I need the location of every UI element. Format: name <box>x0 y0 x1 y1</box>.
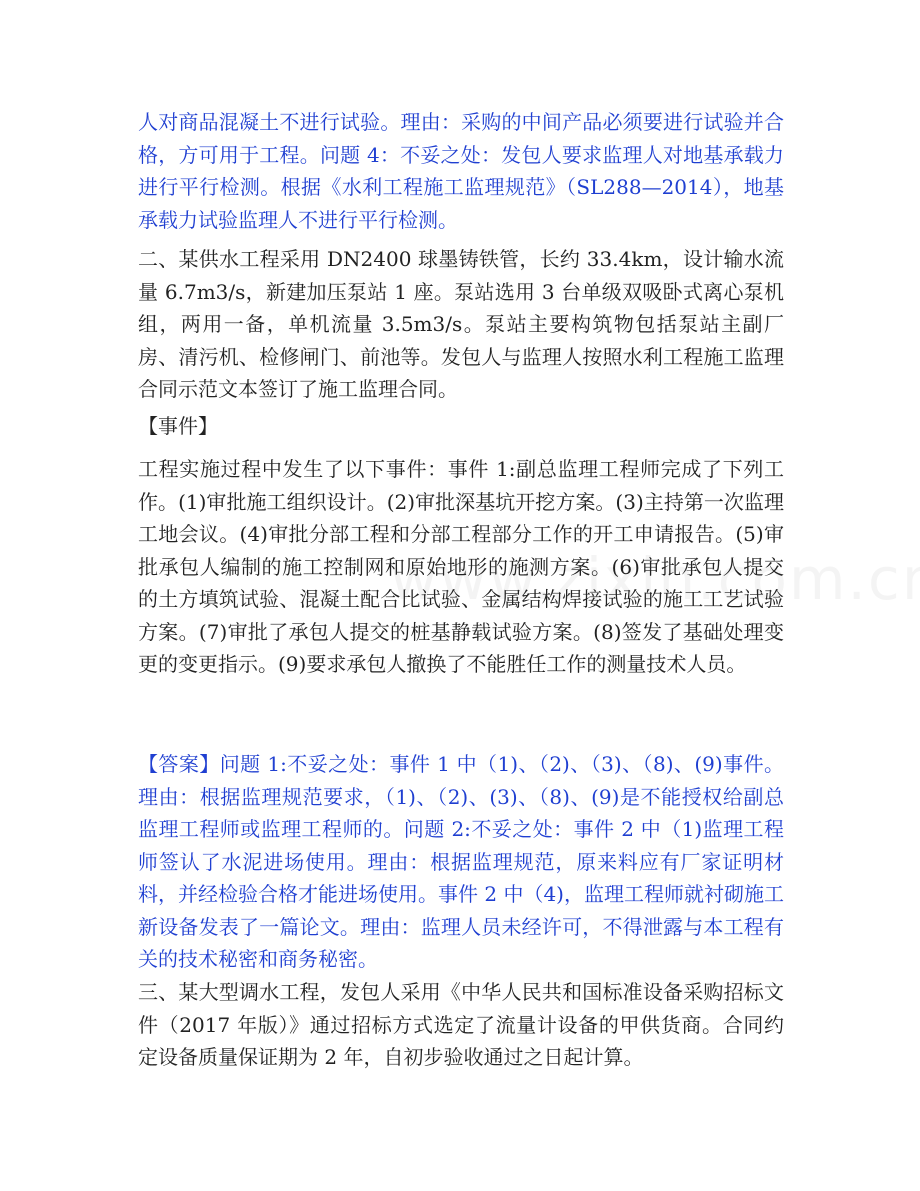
event-heading: 【事件】 <box>138 414 218 438</box>
answer-continuation-paragraph: 人对商品混凝土不进行试验。理由：采购的中间产品必须要进行试验并合格，方可用于工程。问题 4：不妥之处：发包人要求监理人对地基承载力进行平行检测。根据《水利工程施工监理规范》（SL288—2014），地基承载力试验监理人不进行平行检测。 <box>138 110 784 232</box>
answer-tag: 【答案】 <box>138 752 220 776</box>
question-three-intro-paragraph: 三、某大型调水工程，发包人采用《中华人民共和国标准设备采购招标文件（2017 年版）》通过招标方式选定了流量计设备的甲供货商。合同约定设备质量保证期为 2 年，自初步验收通过之日起计算。 <box>138 980 784 1069</box>
answer-text: 问题 1:不妥之处：事件 1 中（1)、（2)、（3)、（8)、(9)事件。理由：根据监理规范要求，（1)、（2)、(3)、（8)、(9)是不能授权给副总监理工程师或监理工程师的。问题 2:不妥之处：事件 2 中（1)监理工程师签认了水泥进场使用。理由：根据监理规范，原来料应有厂家证明材料，并经检验合格才能进场使用。事件 2 中（4)，监理工程师就衬砌施工新设备发表了一篇论文。理由：监理人员未经许可，不得泄露与本工程有关的技术秘密和商务秘密。 <box>138 752 784 971</box>
answer-paragraph <box>138 748 784 976</box>
question-two-intro-paragraph: 二、某供水工程采用 DN2400 球墨铸铁管，长约 33.4km，设计输水流量 6.7m3/s，新建加压泵站 1 座。泵站选用 3 台单级双吸卧式离心泵机组，两用一备，单机流量 3.5m3/s。泵站主要构筑物包括泵站主副厂房、清污机、检修闸门、前池等。发包人与监理人按照水利工程施工监理合同示范文本签订了施工监理合同。 <box>138 247 784 401</box>
event-description-paragraph: 工程实施过程中发生了以下事件：事件 1:副总监理工程师完成了下列工作。(1)审批施工组织设计。(2)审批深基坑开挖方案。(3)主持第一次监理工地会议。(4)审批分部工程和分部工程部分工作的开工申请报告。(5)审批承包人编制的施工控制网和原始地形的施测方案。(6)审批承包人提交的土方填筑试验、混凝土配合比试验、金属结构焊接试验的施工工艺试验方案。(7)审批了承包人提交的桩基静载试验方案。(8)签发了基础处理变更的变更指示。(9)要求承包人撤换了不能胜任工作的测量技术人员。 <box>138 457 784 676</box>
